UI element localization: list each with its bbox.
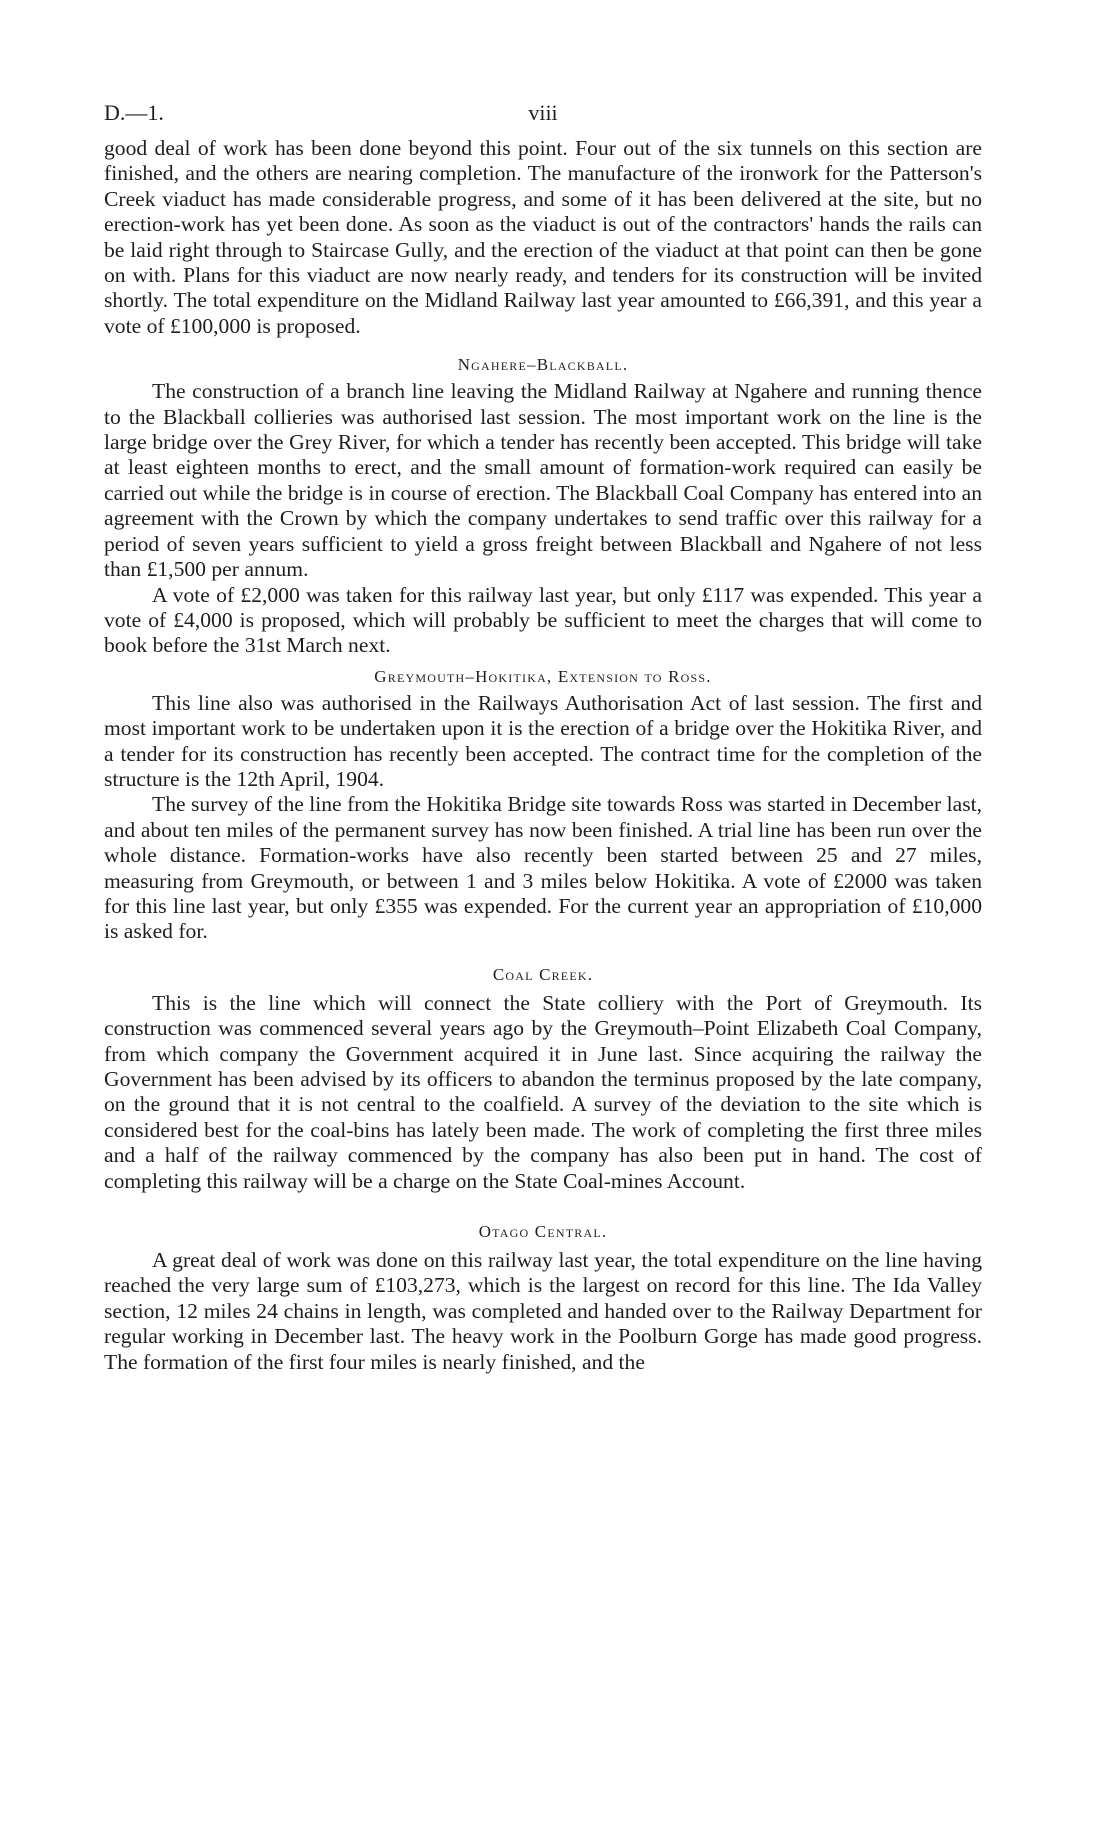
document-reference: D.—1. [104,100,164,125]
section-heading-ngahere-blackball: Ngahere–Blackball. [457,355,629,375]
coal-creek-paragraph: This is the line which will connect the State colliery with the Port of Greymouth. Its construction was commenced several years ago by the Greymouth–Point Elizabeth Coal Company, from which company the Government acquired it in June last. Since acquiring the railway the Government has been advised by its officers to abandon the terminus proposed by the late company, on the ground that it is not central to the coalfield. A survey of the deviation to the site which is considered best for the coal-bins has lately been made. The work of completing the first three miles and a half of the railway commenced by the company has also been put in hand. The cost of completing this railway will be a charge on the State Coal-mines Account. [104,990,982,1193]
page-number: viii [528,100,558,125]
otago-paragraph: A great deal of work was done on this railway last year, the total expenditure on the line having reached the very large sum of £103,273, which is the largest on record for this line. The Ida Valley section, 12 miles 24 chains in length, was completed and handed over to the Railway Department for regular working in December last. The heavy work in the Poolburn Gorge has made good progress. The formation of the first four miles is nearly finished, and the [104,1248,982,1374]
greymouth-paragraph-2: The survey of the line from the Hokitika Bridge site towards Ross was started in December last, and about ten miles of the permanent survey has now been finished. A trial line has been run over the whole distance. Formation-works have also recently been started between 25 and 27 miles, measuring from Greymouth, or between 1 and 3 miles below Hokitika. A vote of £2000 was taken for this line last year, but only £355 was expended. For the current year an appropriation of £10,000 is asked for. [104,792,982,944]
page-body [104,136,982,1375]
page-header [104,100,982,130]
intro-paragraph: good deal of work has been done beyond this point. Four out of the six tunnels on this section are finished, and the others are nearing completion. The manufacture of the ironwork for the Patterson's Creek viaduct has made considerable progress, and some of it has been delivered at the site, but no erection-work has yet been done. As soon as the viaduct is out of the contractors' hands the rails can be laid right through to Staircase Gully, and the erection of the viaduct at that point can then be gone on with. Plans for this viaduct are now nearly ready, and tenders for its construction will be invited shortly. The total expenditure on the Midland Railway last year amounted to £66,391, and this year a vote of £100,000 is proposed. [104,136,982,338]
section-heading-otago-central: Otago Central. [478,1222,608,1242]
ngahere-paragraph-1: The construction of a branch line leaving the Midland Railway at Ngahere and running thence to the Blackball collieries was authorised last session. The most important work on the line is the large bridge over the Grey River, for which a tender has recently been accepted. This bridge will take at least eighteen months to erect, and the small amount of formation-work required can easily be carried out while the bridge is in course of erection. The Blackball Coal Company has entered into an agreement with the Crown by which the company undertakes to send traffic over this railway for a period of seven years sufficient to yield a gross freight between Blackball and Ngahere of not less than £1,500 per annum. [104,379,982,582]
section-heading-coal-creek: Coal Creek. [492,964,594,984]
greymouth-paragraph-1: This line also was authorised in the Railways Authorisation Act of last session. The first and most important work to be undertaken upon it is the erection of a bridge over the Hokitika River, and a tender for its construction has recently been accepted. The contract time for the completion of the structure is the 12th April, 1904. [104,690,982,791]
ngahere-paragraph-2: A vote of £2,000 was taken for this railway last year, but only £117 was expended. This year a vote of £4,000 is proposed, which will probably be sufficient to meet the charges that will come to book before the 31st March next. [104,582,982,658]
section-heading-greymouth-hokitika: Greymouth–Hokitika, Extension to Ross. [374,666,712,686]
document-page [104,100,982,1375]
